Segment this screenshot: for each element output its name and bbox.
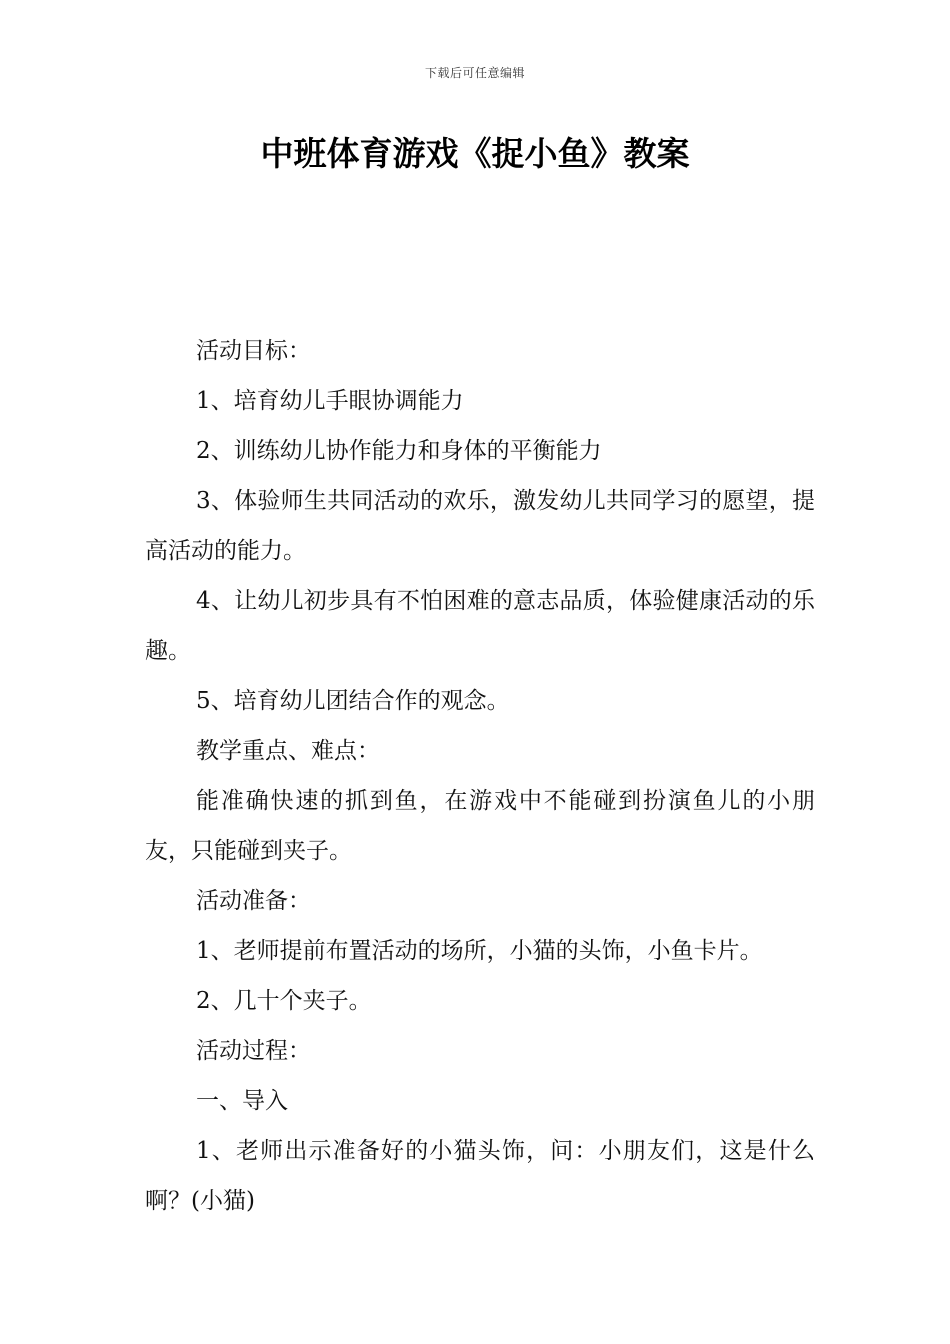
preparation-item-2: 2、几十个夹子。 [196, 988, 372, 1014]
goal-item-5: 5、培育幼儿团结合作的观念。 [196, 688, 510, 714]
section-heading-key-points: 教学重点、难点： [196, 738, 380, 764]
section-heading-preparation: 活动准备： [196, 888, 311, 914]
key-points-text: 能准确快速的抓到鱼，在游戏中不能碰到扮演鱼儿的小朋友，只能碰到夹子。 [145, 788, 815, 864]
process-item-1: 1、老师出示准备好的小猫头饰，问：小朋友们，这是什么啊？(小猫) [145, 1138, 815, 1214]
goal-item-2: 2、训练幼儿协作能力和身体的平衡能力 [196, 438, 602, 464]
header-note: 下载后可任意编辑 [424, 66, 525, 80]
preparation-item-1: 1、老师提前布置活动的场所，小猫的头饰，小鱼卡片。 [196, 938, 763, 964]
process-step-intro: 一、导入 [196, 1088, 288, 1114]
goal-item-1: 1、培育幼儿手眼协调能力 [196, 388, 464, 414]
section-heading-goals: 活动目标： [196, 338, 311, 364]
section-heading-process: 活动过程： [196, 1038, 311, 1064]
goal-item-3: 3、体验师生共同活动的欢乐，激发幼儿共同学习的愿望，提高活动的能力。 [145, 488, 815, 564]
document-title: 中班体育游戏《捉小鱼》教案 [260, 134, 690, 173]
document-body [145, 326, 815, 1226]
goal-item-4: 4、让幼儿初步具有不怕困难的意志品质，体验健康活动的乐趣。 [145, 588, 815, 664]
